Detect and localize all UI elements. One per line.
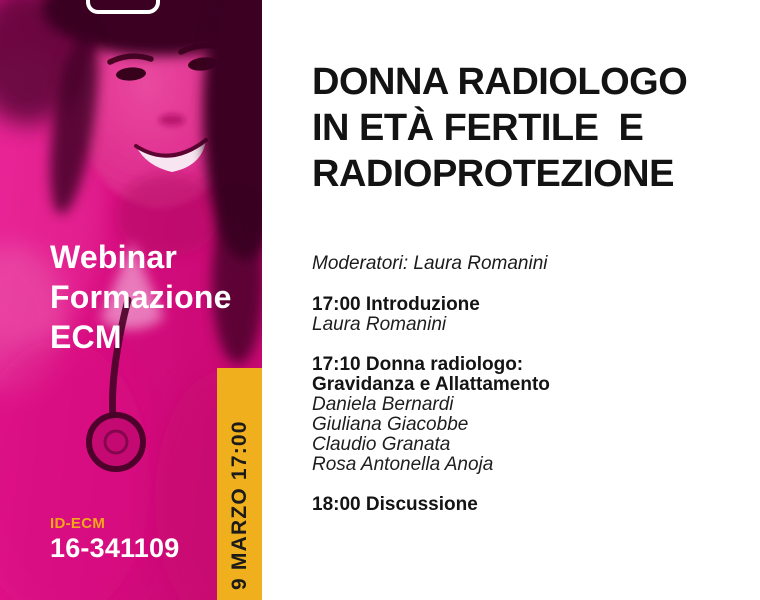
speaker-name: Rosa Antonella Anoja bbox=[312, 454, 494, 475]
date-ribbon-text: 9 MARZO 17:00 bbox=[228, 420, 251, 590]
moderators-line: Moderatori: Laura Romanini bbox=[312, 253, 548, 274]
webinar-heading-line: Formazione bbox=[50, 279, 232, 315]
id-ecm-label: ID-ECM bbox=[50, 515, 106, 532]
webinar-heading bbox=[50, 237, 232, 357]
program-item-heading: 18:00 Discussione bbox=[312, 494, 478, 515]
program-item-heading: Gravidanza e Allattamento bbox=[312, 374, 550, 395]
logo-badge-outline bbox=[86, 0, 160, 14]
program-item-donna-radiologo bbox=[312, 355, 740, 475]
id-ecm-block bbox=[50, 514, 179, 563]
id-ecm-value: 16-341109 bbox=[50, 533, 180, 563]
webinar-heading-line: ECM bbox=[50, 319, 122, 355]
program-item-introduzione bbox=[312, 295, 740, 335]
program-item-heading: 17:10 Donna radiologo: bbox=[312, 354, 524, 375]
poster-title-line: RADIOPROTEZIONE bbox=[312, 153, 674, 195]
speaker-name: Daniela Bernardi bbox=[312, 394, 454, 415]
poster-title bbox=[312, 59, 740, 197]
poster-title-line: IN ETÀ FERTILE E bbox=[312, 107, 644, 149]
speaker-name: Claudio Granata bbox=[312, 434, 451, 455]
poster-title-line: DONNA RADIOLOGO bbox=[312, 61, 688, 103]
program-content bbox=[262, 0, 760, 600]
program-item-discussione bbox=[312, 495, 740, 515]
program-item-heading: 17:00 Introduzione bbox=[312, 294, 480, 315]
date-ribbon bbox=[217, 368, 262, 600]
speaker-name: Giuliana Giacobbe bbox=[312, 414, 469, 435]
speaker-name: Laura Romanini bbox=[312, 314, 447, 335]
webinar-heading-line: Webinar bbox=[50, 239, 178, 275]
